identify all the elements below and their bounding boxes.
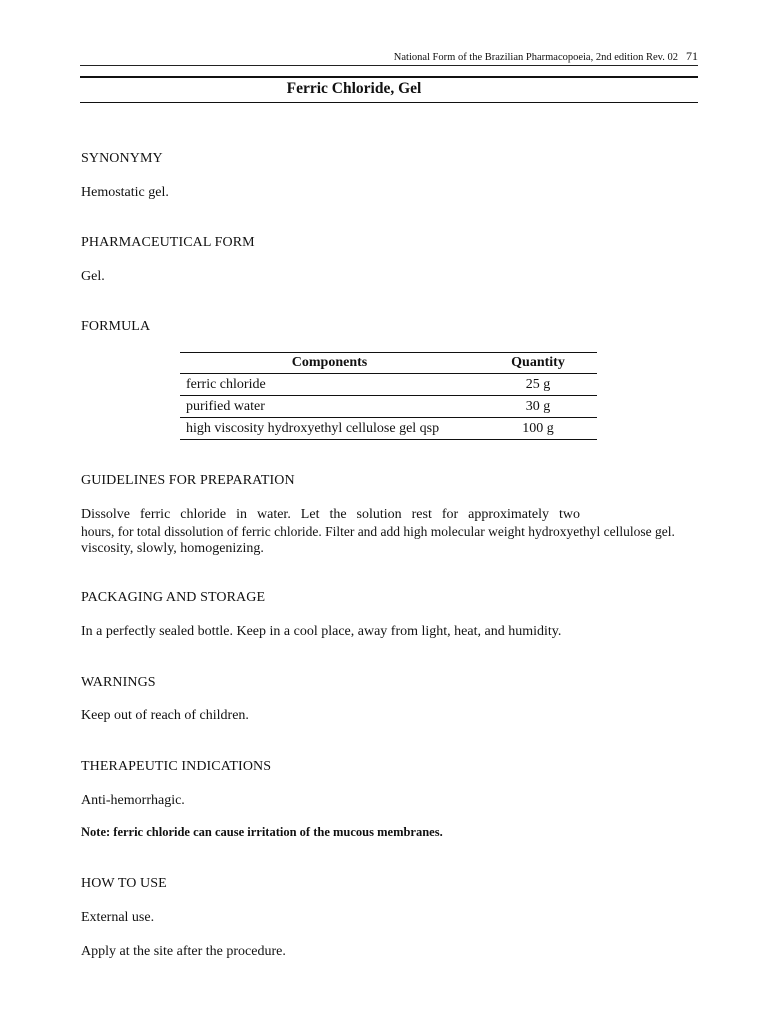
section-heading-how-to-use: HOW TO USE (81, 876, 167, 891)
page-number: 71 (686, 49, 698, 63)
column-header-components: Components (180, 353, 479, 374)
therapeutic-note: Note: ferric chloride can cause irritation of the mucous membranes. (81, 825, 443, 839)
how-to-use-text-2: Apply at the site after the procedure. (81, 944, 286, 959)
table-row (180, 374, 597, 396)
section-heading-warnings: WARNINGS (81, 675, 156, 690)
quantity-cell: 25 g (479, 374, 597, 396)
quantity-cell: 30 g (479, 396, 597, 418)
synonymy-text: Hemostatic gel. (81, 185, 169, 200)
warnings-text: Keep out of reach of children. (81, 708, 249, 723)
section-heading-pharmaceutical-form: PHARMACEUTICAL FORM (81, 235, 255, 250)
section-heading-packaging: PACKAGING AND STORAGE (81, 590, 266, 605)
section-heading-formula: FORMULA (81, 319, 151, 334)
section-heading-guidelines: GUIDELINES FOR PREPARATION (81, 473, 295, 488)
guidelines-line-2: hours, for total dissolution of ferric chloride. Filter and add high molecular weight hydroxyethyl cellulose gel. (81, 524, 675, 539)
how-to-use-text-1: External use. (81, 910, 155, 925)
column-header-quantity: Quantity (479, 353, 597, 374)
component-cell: high viscosity hydroxyethyl cellulose gel qsp (180, 418, 479, 440)
page-title: Ferric Chloride, Gel (286, 80, 422, 97)
table-row (180, 418, 597, 440)
section-heading-synonymy: SYNONYMY (81, 151, 163, 166)
component-cell: ferric chloride (180, 374, 479, 396)
table-row (180, 396, 597, 418)
header-rule (80, 65, 698, 66)
packaging-text: In a perfectly sealed bottle. Keep in a cool place, away from light, heat, and humidity. (81, 624, 562, 639)
pharmaceutical-form-text: Gel. (81, 269, 105, 284)
quantity-cell: 100 g (479, 418, 597, 440)
running-head-text: National Form of the Brazilian Pharmacopoeia, 2nd edition Rev. 02 (393, 52, 678, 63)
therapeutic-text: Anti-hemorrhagic. (81, 793, 185, 808)
formula-header-row (180, 353, 597, 374)
running-head (80, 49, 698, 64)
section-heading-therapeutic: THERAPEUTIC INDICATIONS (81, 759, 272, 774)
guidelines-line-3: viscosity, slowly, homogenizing. (81, 541, 264, 556)
component-cell: purified water (180, 396, 479, 418)
guidelines-line-1: Dissolve ferric chloride in water. Let the solution rest for approximately two (81, 507, 580, 522)
formula-table (180, 352, 597, 440)
